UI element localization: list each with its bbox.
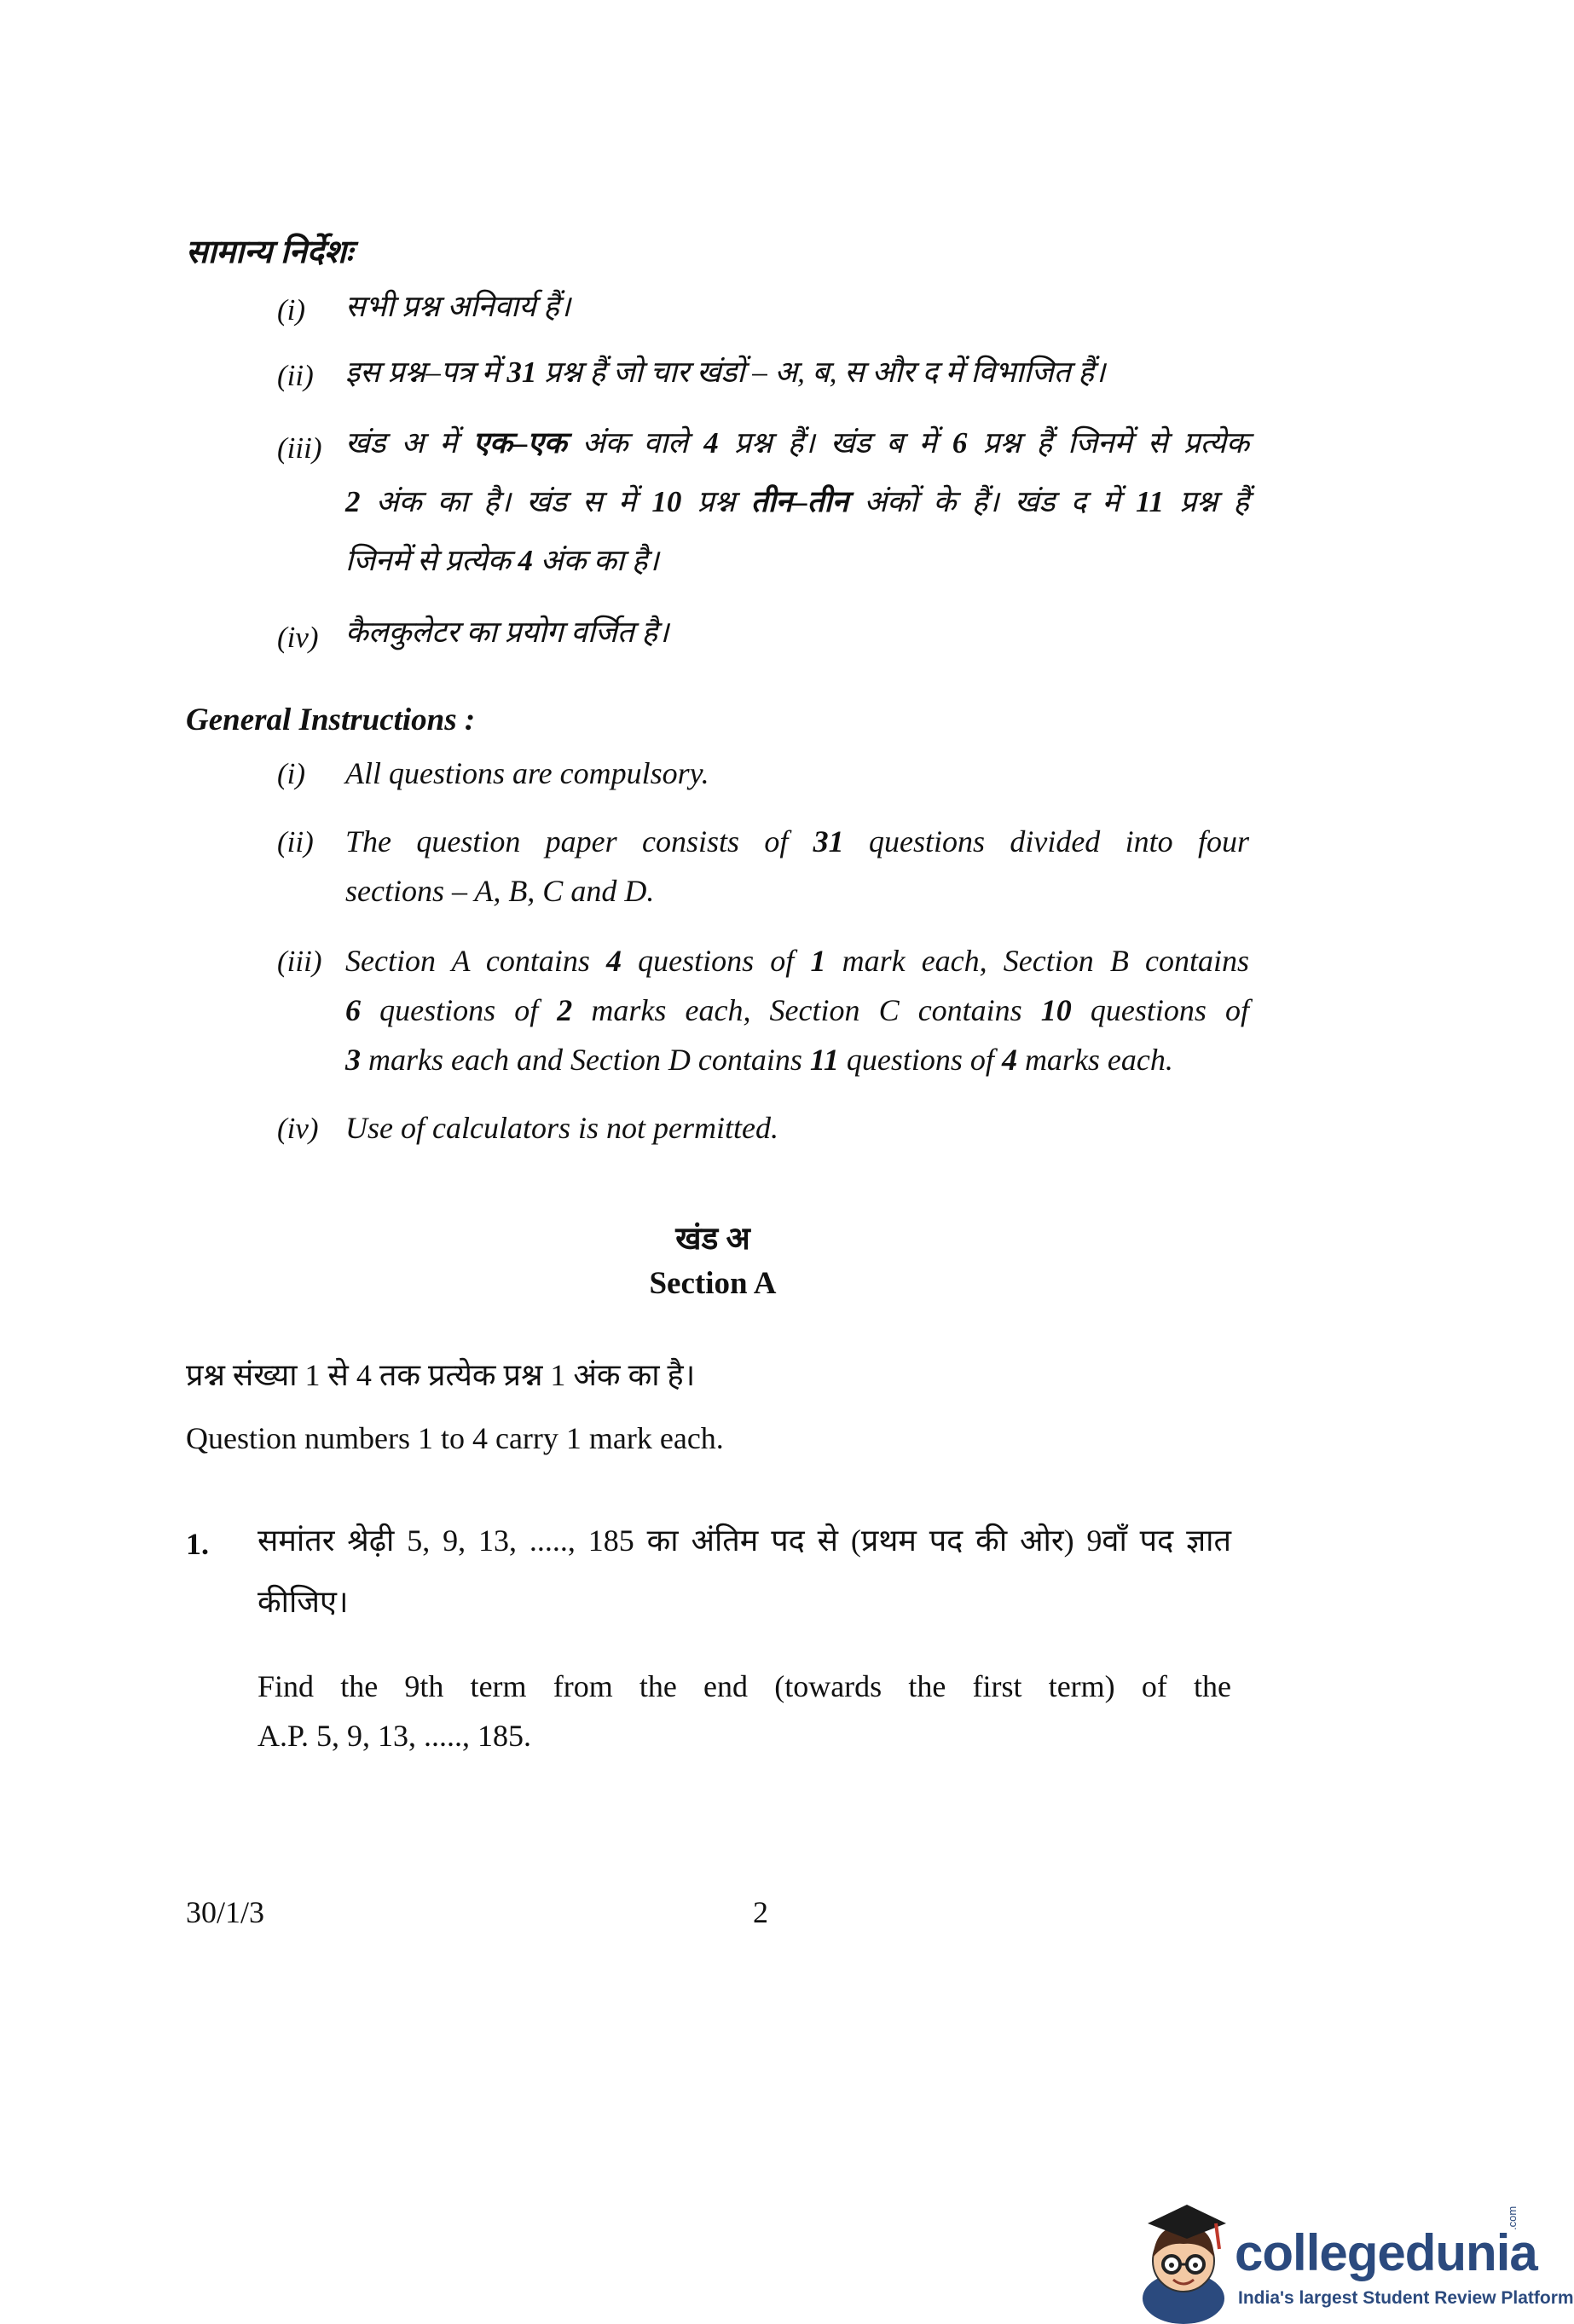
logo-tagline: India's largest Student Review Platform xyxy=(1238,2288,1574,2308)
section-title-english: Section A xyxy=(649,1266,777,1301)
student-mascot-icon xyxy=(1131,2198,1250,2324)
question-number: 1. xyxy=(186,1527,209,1561)
logo-name: collegedunia xyxy=(1235,2224,1537,2281)
section-title-hindi: खंड अ xyxy=(675,1222,750,1257)
english-item-number: (iii) xyxy=(277,945,322,978)
hindi-item-number: (i) xyxy=(277,293,306,327)
hindi-item-number: (iv) xyxy=(277,621,319,654)
english-item-ii: The question paper consists of 31 questions divided into four sections – A, B, C and D. xyxy=(345,824,1249,908)
paper-code: 30/1/3 xyxy=(186,1895,265,1929)
hindi-item-number: (iii) xyxy=(277,431,322,465)
english-item-iii: Section A contains 4 questions of 1 mark each, Section B contains 6 questions of 2 marks each, Section C contains 10 questions of 3 marks each and Section D contains 11 questions of 4 marks each. xyxy=(345,944,1249,1077)
english-item-i: All questions are compulsory. xyxy=(345,756,709,790)
hindi-instructions-heading: सामान्य निर्देशः xyxy=(186,234,353,270)
english-item-number: (i) xyxy=(277,757,306,790)
english-instructions-heading: General Instructions : xyxy=(186,702,476,737)
section-note-english: Question numbers 1 to 4 carry 1 mark each. xyxy=(186,1421,724,1455)
hindi-item-number: (ii) xyxy=(277,359,314,392)
question-1-english: Find the 9th term from the end (towards the first term) of the A.P. 5, 9, 13, ....., 185. xyxy=(258,1669,1231,1753)
english-item-number: (ii) xyxy=(277,825,314,858)
english-item-iv: Use of calculators is not permitted. xyxy=(345,1111,778,1145)
hindi-item-iii: खंड अ में एक–एक अंक वाले 4 प्रश्न हैं। खंड ब में 6 प्रश्न हैं जिनमें से प्रत्येक 2 अंक का है। खंड स में 10 प्रश्न तीन–तीन अंकों के हैं। खंड द में 11 प्रश्न हैं जिनमें से प्रत्येक 4 अंक का है। xyxy=(345,426,1249,577)
section-note-hindi: प्रश्न संख्या 1 से 4 तक प्रत्येक प्रश्न 1 अंक का है। xyxy=(186,1358,696,1392)
page-number: 2 xyxy=(753,1895,768,1929)
english-item-number: (iv) xyxy=(277,1112,319,1145)
question-1-hindi: समांतर श्रेढ़ी 5, 9, 13, ....., 185 का अंतिम पद से (प्रथम पद की ओर) 9वाँ पद ज्ञात कीजिए। xyxy=(258,1523,1231,1619)
hindi-item-iv: कैलकुलेटर का प्रयोग वर्जित है। xyxy=(345,616,669,649)
hindi-item-ii: इस प्रश्न–पत्र में 31 प्रश्न हैं जो चार खंडों – अ, ब, स और द में विभाजित हैं। xyxy=(345,356,1106,389)
hindi-item-i: सभी प्रश्न अनिवार्य हैं। xyxy=(345,290,571,323)
collegedunia-logo xyxy=(1131,2198,1574,2324)
logo-suffix: .com xyxy=(1506,2205,1519,2230)
